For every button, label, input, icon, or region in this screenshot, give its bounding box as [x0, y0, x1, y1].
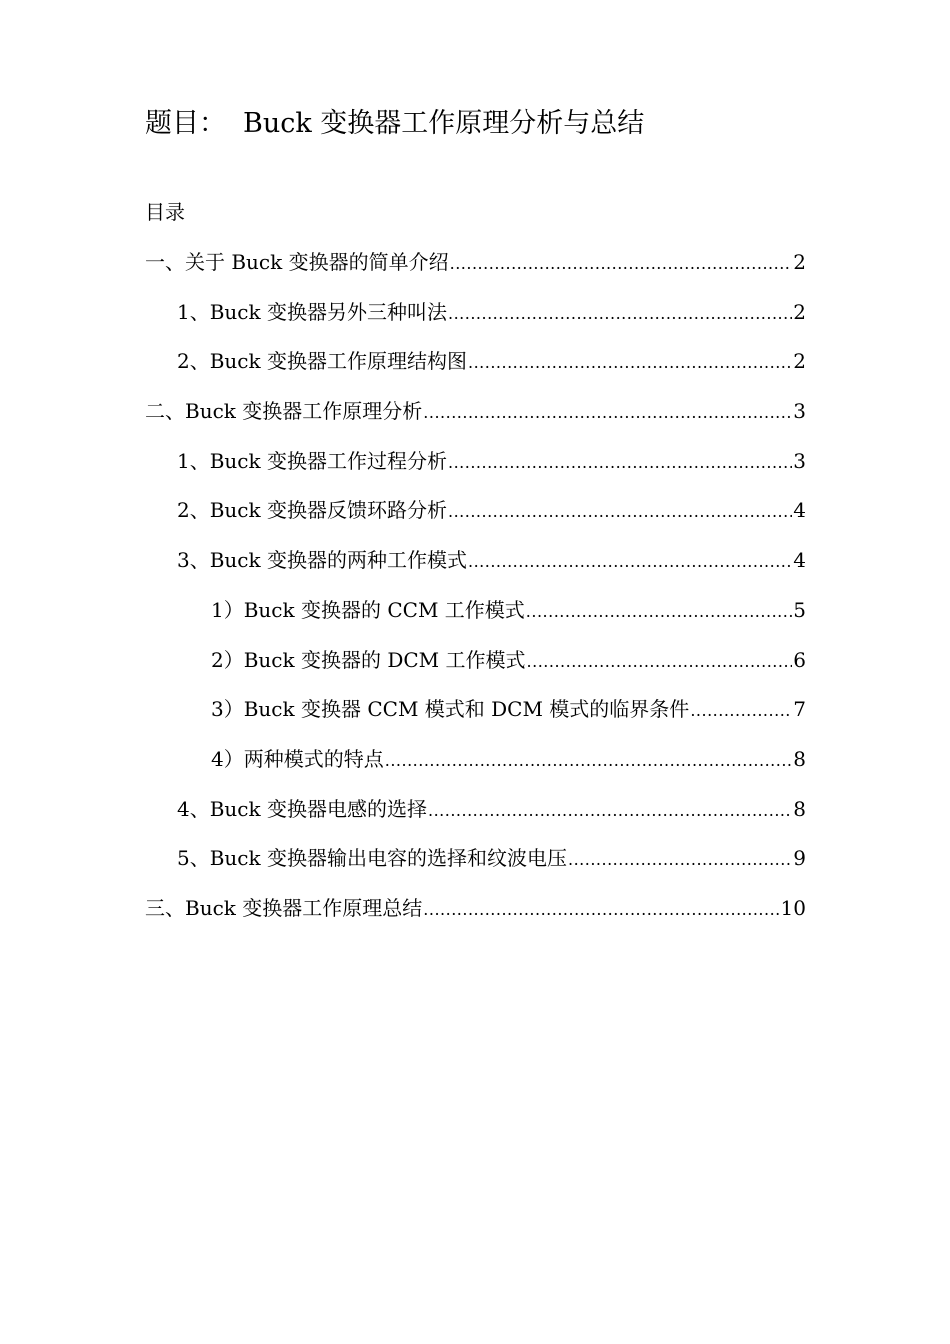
document-title: [145, 104, 644, 144]
toc-page-number: 3: [793, 399, 806, 424]
toc-page-number: 4: [793, 548, 806, 573]
toc-dot-leader: [448, 299, 792, 329]
toc-entry[interactable]: [145, 694, 806, 744]
toc-entry-text: 3、Buck 变换器的两种工作模式: [177, 548, 467, 573]
toc-entry-text: 1）Buck 变换器的 CCM 工作模式: [211, 597, 525, 622]
toc-entry[interactable]: [145, 297, 806, 347]
toc-entry-text: 3）Buck 变换器 CCM 模式和 DCM 模式的临界条件: [211, 697, 690, 722]
toc-dot-leader: [450, 249, 793, 279]
toc-page-number: 3: [793, 448, 806, 473]
toc-entry-text: 1、Buck 变换器另外三种叫法: [177, 299, 447, 324]
toc-entry-text: 4、Buck 变换器电感的选择: [177, 796, 427, 821]
toc-dot-leader: [423, 398, 792, 428]
toc-dot-leader: [526, 597, 792, 627]
toc-dot-leader: [527, 647, 793, 677]
toc-entry-text: 2、Buck 变换器反馈环路分析: [177, 498, 447, 523]
toc-dot-leader: [468, 348, 792, 378]
toc-entry[interactable]: [145, 446, 806, 496]
toc-dot-leader: [468, 547, 792, 577]
toc-entry[interactable]: [145, 843, 806, 893]
toc-dot-leader: [385, 746, 793, 776]
toc-page-number: 5: [793, 597, 806, 622]
toc-dot-leader: [568, 845, 792, 875]
toc-entry[interactable]: [145, 495, 806, 545]
toc-heading: 目录: [145, 200, 185, 224]
toc-entry-text: 三、Buck 变换器工作原理总结: [145, 895, 423, 920]
toc-entry[interactable]: [145, 595, 806, 645]
toc-entry[interactable]: [145, 346, 806, 396]
toc-page-number: 2: [793, 349, 806, 374]
toc-page-number: 6: [793, 647, 806, 672]
toc-dot-leader: [690, 696, 792, 726]
toc-dot-leader: [448, 448, 792, 478]
toc-entry-text: 2、Buck 变换器工作原理结构图: [177, 349, 467, 374]
toc-page-number: 2: [793, 299, 806, 324]
toc-page-number: 4: [793, 498, 806, 523]
toc-entry-text: 1、Buck 变换器工作过程分析: [177, 448, 447, 473]
toc-entry-text: 2）Buck 变换器的 DCM 工作模式: [211, 647, 526, 672]
toc-entry[interactable]: [145, 247, 806, 297]
toc-page-number: 2: [793, 250, 806, 274]
toc-entry[interactable]: [145, 744, 806, 794]
toc-entry[interactable]: [145, 645, 806, 695]
toc-dot-leader: [428, 796, 792, 826]
toc-entry[interactable]: [145, 396, 806, 446]
toc-entry[interactable]: [145, 545, 806, 595]
toc-dot-leader: [448, 497, 792, 527]
toc-page-number: 10: [780, 895, 806, 920]
toc-page-number: 8: [793, 746, 806, 771]
toc-entry-text: 一、关于 Buck 变换器的简单介绍: [145, 250, 449, 274]
toc-entry-text: 5、Buck 变换器输出电容的选择和纹波电压: [177, 846, 567, 871]
toc-entry-text: 4）两种模式的特点: [211, 746, 384, 771]
table-of-contents: [145, 247, 806, 943]
toc-entry-text: 二、Buck 变换器工作原理分析: [145, 399, 423, 424]
toc-dot-leader: [423, 895, 779, 925]
toc-page-number: 8: [793, 796, 806, 821]
toc-page-number: 7: [793, 697, 806, 722]
toc-entry[interactable]: [145, 893, 806, 943]
toc-page-number: 9: [793, 846, 806, 871]
title-text: Buck 变换器工作原理分析与总结: [243, 108, 645, 139]
title-prefix: 题目：: [145, 108, 226, 139]
toc-entry[interactable]: [145, 794, 806, 844]
